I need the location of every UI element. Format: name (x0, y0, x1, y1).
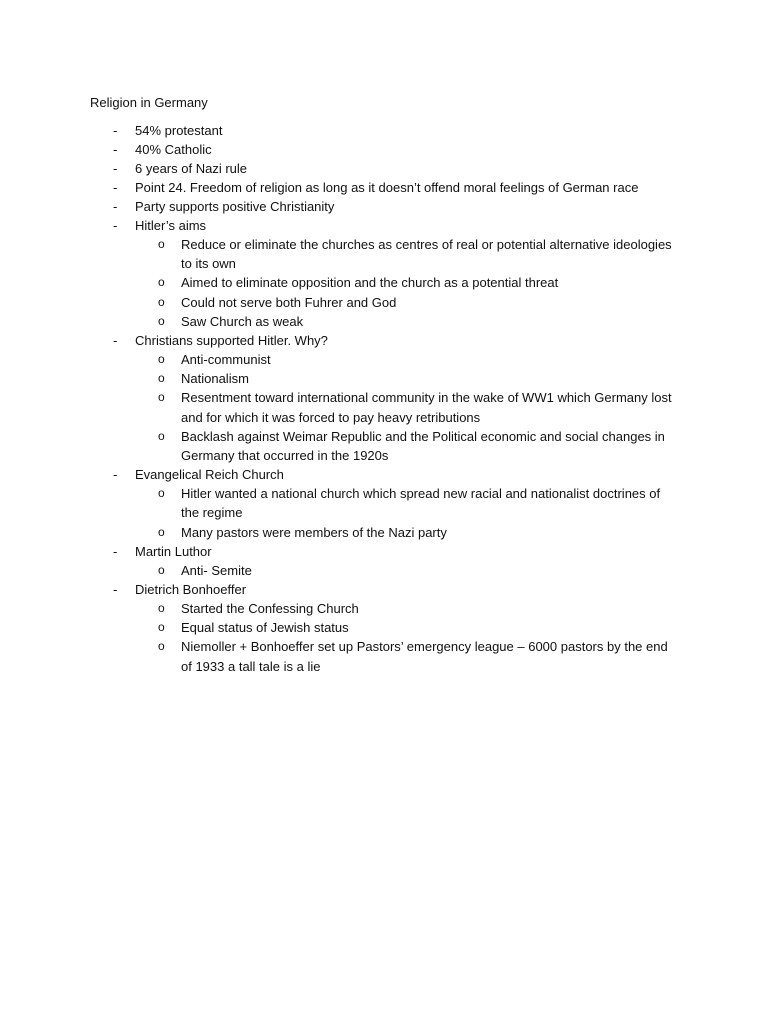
sub-item (0, 388, 681, 426)
sub-item (0, 235, 681, 273)
outline-item (0, 465, 695, 542)
sub-list (135, 484, 695, 542)
circle-bullet: o (158, 371, 165, 386)
circle-bullet: o (158, 294, 165, 309)
dash-bullet: - (113, 142, 118, 157)
sub-item (0, 599, 681, 618)
sub-item-text: Anti-communist (181, 352, 271, 368)
outline-item-text: Christians supported Hitler. Why? (135, 333, 328, 349)
circle-bullet: o (158, 390, 165, 405)
outline-item (0, 580, 695, 676)
dash-bullet: - (113, 199, 118, 214)
sub-item-text: Anti- Semite (181, 562, 252, 578)
circle-bullet: o (158, 601, 165, 616)
dash-bullet: - (113, 161, 118, 176)
outline-item-text: Hitler’s aims (135, 218, 207, 233)
outline-item (0, 178, 695, 197)
outline-item (0, 140, 695, 159)
dash-bullet: - (113, 180, 118, 195)
outline-item-text: Point 24. Freedom of religion as long as it doesn’t offend moral feelings of German race (135, 180, 639, 195)
dash-bullet: - (113, 333, 118, 349)
sub-item (0, 293, 681, 312)
sub-item (0, 523, 681, 542)
sub-item-text: Could not serve both Fuhrer and God (181, 294, 397, 310)
dash-bullet: - (113, 218, 118, 233)
sub-list (135, 561, 695, 580)
sub-item (0, 350, 681, 369)
sub-item-text: Resentment toward international community in the wake of WW1 which Germany lost and for which it was forced to pay heavy retributions (181, 390, 672, 425)
circle-bullet: o (158, 620, 165, 635)
circle-bullet: o (158, 428, 165, 443)
circle-bullet: o (158, 313, 165, 328)
sub-item (0, 637, 681, 675)
outline-item-text: Martin Luthor (135, 543, 212, 559)
outline-item-text: 54% protestant (135, 123, 223, 138)
sub-item-text: Hitler wanted a national church which spread new racial and nationalist doctrines of the regime (181, 486, 661, 521)
dash-bullet: - (113, 123, 118, 138)
circle-bullet: o (158, 486, 165, 501)
sub-item-text: Started the Confessing Church (181, 601, 359, 617)
sub-item-text: Reduce or eliminate the churches as centres of real or potential alternative ideologies to its own (181, 237, 672, 272)
sub-item-text: Niemoller + Bonhoeffer set up Pastors’ emergency league – 6000 pastors by the end of 1933 a tall tale is a lie (181, 639, 668, 674)
sub-list (135, 350, 695, 465)
sub-item (0, 561, 681, 580)
circle-bullet: o (158, 562, 165, 577)
outline-item (0, 159, 695, 178)
sub-item-text: Saw Church as weak (181, 313, 304, 329)
dash-bullet: - (113, 582, 118, 598)
sub-item (0, 427, 681, 465)
sub-item-text: Aimed to eliminate opposition and the church as a potential threat (181, 275, 559, 291)
outline-item (0, 542, 695, 580)
outline-item-text: Evangelical Reich Church (135, 467, 284, 483)
sub-item-text: Backlash against Weimar Republic and the Political economic and social changes in Germany that occurred in the 1920s (181, 428, 665, 464)
sub-item-text: Equal status of Jewish status (181, 620, 349, 636)
circle-bullet: o (158, 524, 165, 539)
outline-item-text: Party supports positive Christianity (135, 199, 335, 214)
sub-list (135, 599, 695, 676)
sub-item (0, 369, 681, 388)
outline-item (0, 331, 695, 465)
sub-item (0, 484, 681, 522)
dash-bullet: - (113, 543, 118, 559)
outline-item-text: Dietrich Bonhoeffer (135, 582, 247, 598)
circle-bullet: o (158, 237, 165, 251)
circle-bullet: o (158, 352, 165, 367)
dash-bullet: - (113, 467, 118, 483)
circle-bullet: o (158, 275, 165, 290)
sub-item (0, 618, 681, 637)
circle-bullet: o (158, 639, 165, 654)
outline-list (0, 121, 768, 676)
document-title: Religion in Germany (90, 95, 208, 110)
outline-item (0, 197, 695, 216)
outline-item-text: 6 years of Nazi rule (135, 161, 247, 176)
outline-item-text: 40% Catholic (135, 142, 212, 157)
outline-item (0, 216, 695, 331)
sub-item-text: Many pastors were members of the Nazi party (181, 524, 447, 540)
sub-item (0, 273, 681, 292)
sub-item-text: Nationalism (181, 371, 249, 387)
outline-item (0, 121, 695, 140)
sub-list (135, 235, 695, 331)
sub-item (0, 312, 681, 331)
